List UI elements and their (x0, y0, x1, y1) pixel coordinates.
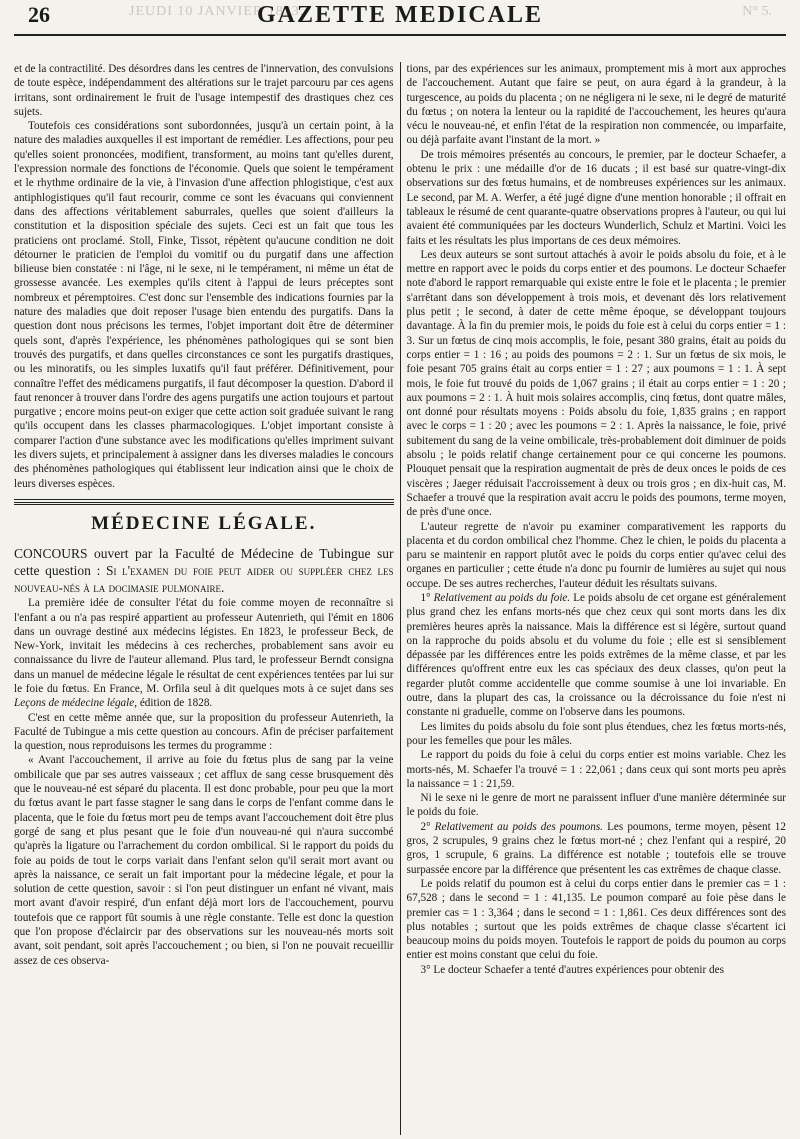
paragraph: 3° Le docteur Schaefer a tenté d'autres expériences pour obtenir des (420, 963, 724, 976)
paragraph: C'est en cette même année que, sur la proposition du professeur Autenrieth, la Faculté de Tubingue a mis cette question au concours. Afin de préciser parfaitement la question, nous reproduisons les termes du programme : (14, 711, 394, 753)
paragraph-text: Le poids absolu de cet organe est généralement plus grand chez les enfans morts-nés que chez ceux qui sont morts dans les dix premières heures après la naissance. Mais la différence est si légère, surtout quand on la rapproche du poids absolu et du volume du foie ; elle est si sensiblement dépassée par les différences entre les poids extrêmes de la même classe, et par les différences qu'offrent entre eux les cas spéciaux des deux classes, qu'on peut la regarder plutôt comme accidentelle que comme soumise à une loi invariable. En outre, dans la plupart des cas, la croissance ou la décroissance du foie n'est ni constante ni graduelle, comme on l'observe dans les poumons. (406, 591, 787, 719)
paragraph: tions, par des expériences sur les animaux, promptement mis à mort aux approches de l'accouchement. Autant que faire se peut, on aura égard à la grandeur, à la turgescence, au poids du placenta ; on ne négligera ni le sexe, ni le degré de maturité du fœtus ; on notera la lenteur ou la rapidité de l'accouchement, les heures qu'aura vécu le nouveau-né, et enfin l'état de la respiration non commencée, ou imparfaite, ou déjà parfaite avant l'instant de la mort. » (406, 63, 787, 147)
contest-heading-lead: CONCOURS ouvert par la Faculté de Médecine de Tubingue sur cette question : (14, 546, 394, 579)
paragraph: et de la contractilité. Des désordres dans les centres de l'innervation, des convulsions de toute espèce, indépendamment des altérations sur le trajet parcouru par ces agens irritans, sont ordinairement le fruit de l'usage intempestif des drastiques chez ces sujets. (14, 63, 394, 118)
paragraph: L'auteur regrette de n'avoir pu examiner comparativement les rapports du placenta et du cordon ombilical chez l'homme. Chez le chien, le poids du placenta a paru se maintenir en rapport plutôt avec le poids du corps entier qu'avec celui des organes en particulier ; cette étude n'a donc pu fournir de lumières au sujet qui nous occupe. De ses autres recherches, l'auteur déduit les résultats suivans. (406, 520, 787, 590)
paragraph: Ni le sexe ni le genre de mort ne paraissent influer d'une manière déterminée sur le poids du foie. (406, 792, 787, 819)
book-title: Leçons de médecine légale (14, 697, 135, 710)
paragraph: Le rapport du poids du foie à celui du corps entier est moins variable. Chez les morts-nés, M. Schaefer l'a trouvé = 1 : 22,061 ; dans ceux qui sont morts peu après la naissance = 1 : 21,59. (406, 749, 787, 790)
column-rule (400, 62, 401, 1135)
subheading: Relativement au poids du foie. (433, 591, 571, 604)
page-header (14, 0, 786, 36)
section-divider-double (14, 502, 394, 505)
paragraph (407, 591, 787, 720)
quoted-program: « Avant l'accouchement, il arrive au foie du fœtus plus de sang par la veine ombilicale que par ses autres vaisseaux ; cet afflux de sang cesse brusquement dès que le nouveau-né est séparé du placenta. Il est donc probable, pour peu que la mort du fœtus avant le part fasse stagner le sang dans le corps de l'enfant comme dans le placenta, que le foie du fœtus mort peu de temps avant l'accouchement doit être plus gorgé de sang et plus pesant que le foie d'un nouveau-né qui n'aura succombé qu'après la ligature ou l'arrachement du cordon ombilical. Si le rapport du poids du foie au poids de tout le corps variait dans l'enfant selon qu'il serait mort avant ou après la naissance, ce serait un fait important pour la médecine légale, et pour la solution de cette question, savoir : si l'on peut distinguer un enfant né vivant, mais mort avant d'avoir respiré, d'un enfant déjà mort lors de l'accouchement, pourvu toutefois que ce rapport fût soumis à une règle constante. Telle est donc la question que l'on propose d'éclaircir par des observations sur les nouveau-nés morts soit avant, soit pendant, soit après l'accouchement ; ou bien, si l'on ne pouvait recueillir assez de ces observa- (14, 754, 394, 967)
paragraph: Les deux auteurs se sont surtout attachés à avoir le poids absolu du foie, et à le mettre en rapport avec le poids du corps entier et des poumons. Le docteur Schaefer note d'abord le rapport remarquable qui existe entre le foie et le placenta ; le premier s'arrêtant dans son développement à trois mois, et devenant dès lors relativement plus petit ; le second, à dater de cette même époque, se développant toujours davantage. À la fin du premier mois, le poids du foie est à celui du corps entier = 1 : 3. Sur un fœtus de cinq mois accomplis, le foie, pesant 380 grains, était au poids du corps entier = 1 : 16 ; au poids des poumons = 2 : 1. Sur un fœtus de six mois, le foie pesant 705 grains était au corps entier = 1 : 27 ; aux poumons = 1 : 1. À sept mois, le foie fut trouvé du poids de 1,067 grains ; il était au corps entier = 1 : 20 ; aux poumons = 2 : 1. À huit mois solaires accomplis, cinq fœtus, dont quatre mâles, ont donné pour résultats moyens : Poids absolu du foie, 1,835 grains ; en rapport avec le corps = 1 : 20 ; avec les poumons = 2 : 1. Après la naissance, le foie, privé subitement du sang de la veine ombilicale, très-probablement doit diminuer de poids absolu ; le poids relatif change certainement pour ce qui concerne les poumons. Plouquet pensait que la respiration augmentait de près de deux onces le poids de ces viscères ; Jaeger réduisait l'accroissement à deux ou trois gros ; en dix-huit cas, M. Schaefer a trouvé que la respiration avait accru le poids des poumons, terme moyen, de près d'une once. (406, 248, 787, 519)
section-divider (14, 499, 394, 500)
subheading: Relativement au poids des poumons. (434, 820, 603, 833)
article-columns (14, 62, 786, 1135)
paragraph-text: 2° (420, 820, 435, 833)
paragraph (14, 596, 394, 710)
left-column (14, 62, 394, 1135)
page-number: 26 (28, 2, 50, 27)
paragraph-text: Les poumons, terme moyen, pèsent 12 gros, 2 scrupules, 9 grains chez le fœtus mort-né ; chez l'enfant qui a respiré, 20 gros, 1 scrupule, 6 grains. La différence est notable ; toutefois elle se trouve surpassée encore par la différence que présentent les cas extrêmes de chaque classe. (406, 820, 787, 876)
section-title: MÉDECINE LÉGALE. (91, 512, 317, 534)
paragraph-text: , édition de 1828. (134, 697, 213, 710)
paragraph: Le poids relatif du poumon est à celui du corps entier dans le premier cas = 1 : 67,528 ; dans le second = 1 : 41,135. Le poumon comparé au foie pèse dans le premier cas = 1 : 3,364 ; dans le second = 1 : 1,861. Ces deux différences sont des plus notables ; surtout que les poids extrêmes de chaque classe s'écartent ici beaucoup moins du poids moyen. Toutefois le rapport de poids du poumon au corps entier est moins constant que celui du foie. (406, 877, 787, 962)
header-bleed-right: N° 5. (742, 4, 772, 19)
paragraph (407, 820, 787, 877)
contest-question: Si l'examen du foie peut aider ou suppléer chez les nouveau-nés à la docimasie pulmonaire. (14, 563, 394, 596)
header-bleed-left: JEUDI 10 JANVIER 1833. (129, 4, 305, 19)
right-column (407, 62, 787, 1135)
paragraph-text: 1° (420, 591, 434, 604)
paragraph-text: La première idée de consulter l'état du foie comme moyen de reconnaître si l'enfant a ou n'a pas respiré appartient au professeur Autenrieth, qui l'émit en 1806 dans un ouvrage destiné aux médecins légistes. En 1823, le professeur Beck, de New-York, invitait les médecins à ces recherches, probablement sans avoir eu connaissance du livre de l'auteur allemand. Plus tard, le professeur Berndt consigna dans un manuel de médecine légale le résultat de cent expériences tentées par lui sur le foie du fœtus. En France, M. Orfila seul à dit quelques mots à ce sujet dans ses (14, 597, 394, 695)
contest-heading (14, 545, 394, 596)
paragraph: De trois mémoires présentés au concours, le premier, par le docteur Schaefer, a obtenu le prix : une médaille d'or de 16 ducats ; il est basé sur quatre-vingt-dix observations sur des fœtus humains, et de nombreuses expériences sur les animaux. Le second, par M. A. Werfer, a été jugé digne d'une mention honorable ; il offrait en tableaux le résumé de cent quarante-quatre observations propres à l'auteur, ou qui lui avaient été communiquées par les docteurs Wunderlich, Schulz et Martini. Voici les faits et les résultats les plus importans de ces deux mémoires. (406, 148, 787, 247)
paragraph: Toutefois ces considérations sont subordonnées, jusqu'à un certain point, à la nature des maladies auxquelles il est important de remédier. Les affections, pour peu qu'elles soient prononcées, modifient, transforment, au moins tant qu'elles durent, l'expression normale des fonctions de l'économie. Quels que soient le tempérament et le rhythme ordinaire de la vie, à l'invasion d'une affection phlogistique, c'est aux antiphlogistiques qu'il faut recourir, comme ce sont les évacuans qui conviennent dans des affections véritablement saburrales, quelles que soient d'ailleurs la constitution et la disposition spéciale des sujets. Ceci est un fait que tous les praticiens ont proclamé. Stoll, Finke, Tissot, répètent qu'aucune condition ne doit détourner le praticien de l'emploi du vomitif ou du purgatif dans une affection bilieuse bien constatée : ni l'âge, ni le sexe, ni le tempérament, ni même un état de grossesse avancée. Les exemples qu'ils citent à l'appui de leurs préceptes sont nombreux et péremptoires. C'est donc sur l'ensemble des indications fournies par la nature des maladies que doit reposer l'usage bien entendu des purgatifs. Dans la question dont nous précisons les termes, l'objet important doit être de déterminer quels sont, d'après l'expérience, les phénomènes pathologiques qui se sont bien trouvés des purgatifs, et dans quelles circonstances ce sont les purgatifs drastiques, ou les minoratifs, ou les simples luxatifs qu'il faut préférer. Définitivement, pour connaître l'effet des médicamens purgatifs, il faut décomposer la question. D'abord il faut renoncer à trouver dans l'ordre des agens purgatifs une action toujours et partout purgative ; encore moins peut-on exiger que cette action soit graduée suivant le rang qu'ils occupent dans les classes pharmacologiques. L'objet important consiste à comparer l'action d'une substance avec les modifications qu'elles impriment suivant les divers sujets, et principalement à assigner dans les diverses maladies le concours des phénomènes pathologiques qui établissent leur indication ainsi que le choix de leurs diverses espèces. (14, 120, 394, 490)
paragraph: Les limites du poids absolu du foie sont plus étendues, chez les fœtus morts-nés, pour les femelles que pour les mâles. (406, 720, 787, 747)
masthead-title: GAZETTE MEDICALE (256, 2, 544, 28)
